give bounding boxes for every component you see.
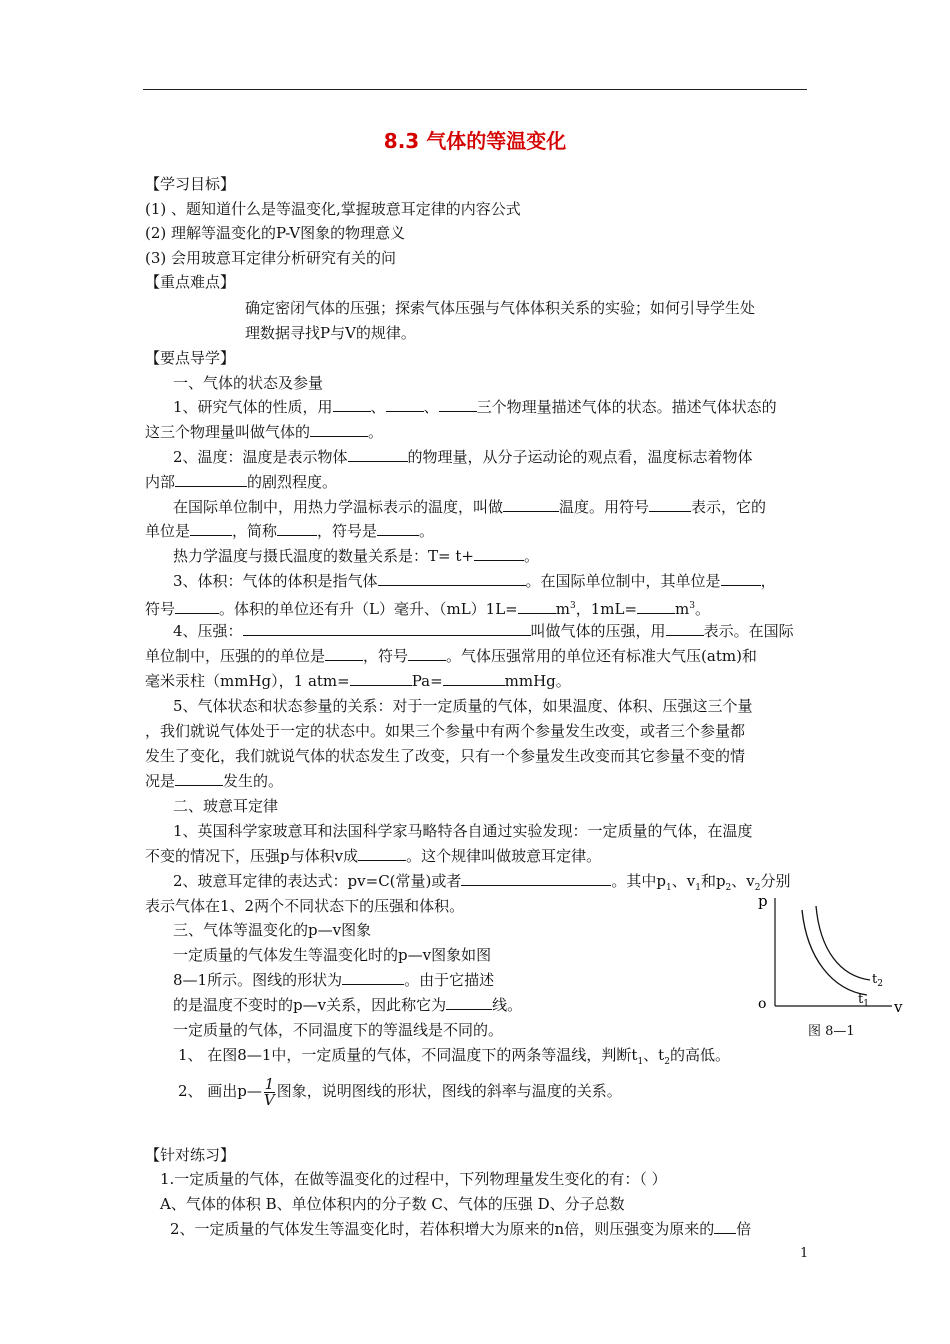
para-2-line-1: 2、温度：温度是表示物体 的物理量，从分子运动论的观点看，温度标志着物体 <box>173 448 753 466</box>
para-7-line-3: 发生了变化，我们就说气体的状态发生了改变，只有一个参量发生改变而其它参量不变的情 <box>145 747 746 765</box>
para-3-line-2: 单位是 ，简称 ，符号是 。 <box>145 522 435 540</box>
exercise-heading: 【针对练习】 <box>145 1146 236 1164</box>
para-6-line-1: 4、压强： 叫做气体的压强，用 表示。在国际 <box>173 622 794 640</box>
section-1-heading: 一、气体的状态及参量 <box>173 374 324 392</box>
para-6-line-3: 毫米汞柱（mmHg），1 atm= Pa= mmHg。 <box>145 672 571 690</box>
section-3-heading: 三、气体等温变化的p—v图象 <box>173 921 372 939</box>
law-para-1-line-1: 1、英国科学家玻意耳和法国科学家马略特各自通过实验发现：一定质量的气体，在温度 <box>173 822 753 840</box>
task-1: 1、 在图8—1中，一定质量的气体，不同温度下的两条等温线，判断$t_1$、$t_2$的高低。 <box>178 1046 730 1067</box>
para-1-line-1: 1、研究气体的性质，用 、 、 三个物理量描述气体的状态。描述气体状态的 <box>173 398 777 416</box>
para-6-line-2: 单位制中，压强的的单位是 ，符号 。气体压强常用的单位还有标准大气压(atm)和 <box>145 647 757 665</box>
para-5-line-1: 3、体积：气体的体积是指气体 。在国际单位制中，其单位是 ， <box>173 572 776 590</box>
goal-3: (3) 会用玻意耳定律分析研究有关的问 <box>145 249 397 267</box>
para-7-line-1: 5、气体状态和状态参量的关系：对于一定质量的气体，如果温度、体积、压强这三个量 <box>173 697 753 715</box>
para-3-line-1: 在国际单位制中，用热力学温标表示的温度，叫做 温度。用符号 表示，它的 <box>173 498 767 516</box>
para-4: 热力学温度与摄氏温度的数量关系是：T= t+ 。 <box>173 547 539 565</box>
axis-x-label: v <box>894 998 903 1016</box>
isotherm-t1-label: $t_1$ <box>858 992 869 1009</box>
figure-caption: 图 8—1 <box>808 1024 855 1039</box>
key-heading: 【重点难点】 <box>145 273 236 291</box>
goals-heading: 【学习目标】 <box>145 175 236 193</box>
goal-1: (1) 、题知道什么是等温变化,掌握玻意耳定律的内容公式 <box>145 200 521 218</box>
header-rule <box>143 89 807 90</box>
page-title: 8.3 气体的等温变化 <box>383 129 567 153</box>
key-line-1: 确定密闭气体的压强；探索气体压强与气体体积关系的实验；如何引导学生处 <box>245 299 756 317</box>
graph-para-line-4: 一定质量的气体，不同温度下的等温线是不同的。 <box>173 1021 504 1039</box>
reciprocal-v-fraction: $\frac{1}{V}$ <box>263 1074 275 1109</box>
law-para-1-line-2: 不变的情况下，压强p与体积v成 。这个规律叫做玻意耳定律。 <box>145 847 602 865</box>
para-7-line-2: ，我们就说气体处于一定的状态中。如果三个参量中有两个参量发生改变，或者三个参量都 <box>145 722 746 740</box>
para-2-line-2: 内部 的剧烈程度。 <box>145 473 338 491</box>
exercise-1-options: A、气体的体积 B、单位体积内的分子数 C、气体的压强 D、分子总数 <box>160 1195 625 1213</box>
graph-para-line-2: 8—1所示。图线的形状为 。由于它描述 <box>173 971 495 989</box>
pv-isotherm-figure <box>752 888 912 1018</box>
para-1-line-2: 这三个物理量叫做气体的 。 <box>145 423 384 441</box>
para-5-line-2: 符号 。体积的单位还有升（L）毫升、$(mL)1L= m^3$，$1mL= m^3$。 <box>145 600 710 618</box>
axis-y-label: p <box>758 892 768 910</box>
exercise-2-question: 2、一定质量的气体发生等温变化时，若体积增大为原来的n倍，则压强变为原来的 倍 <box>170 1220 752 1238</box>
isotherm-t1 <box>802 910 867 995</box>
exercise-1-question: 1.一定质量的气体，在做等温变化的过程中，下列物理量发生变化的有：（ ） <box>160 1170 667 1188</box>
para-7-line-4: 况是 发生的。 <box>145 772 284 790</box>
key-line-2: 理数据寻找P与V的规律。 <box>245 324 416 342</box>
section-2-heading: 二、玻意耳定律 <box>173 797 279 815</box>
graph-para-line-1: 一定质量的气体发生等温变化时的p—v图象如图 <box>173 946 492 964</box>
law-para-2-line-1: 2、玻意耳定律的表达式：pv=C(常量)或者 。其中$p_1$、$v_1$和$p_2$、$v_2$分别 <box>173 872 791 893</box>
goal-2: (2) 理解等温变化的P-V图象的物理意义 <box>145 224 406 242</box>
guide-heading: 【要点导学】 <box>145 349 236 367</box>
isotherm-t2-label: $t_2$ <box>872 972 883 989</box>
origin-label: o <box>758 996 767 1012</box>
page-number: 1 <box>800 1246 809 1261</box>
graph-para-line-3: 的是温度不变时的p—v关系，因此称它为 线。 <box>173 996 523 1014</box>
task-2: 2、 画出p— $\frac{1}{V}$ 图象，说明图线的形状，图线的斜率与温度的关系。 <box>178 1074 622 1109</box>
law-para-2-line-2: 表示气体在1、2两个不同状态下的压强和体积。 <box>145 897 465 915</box>
